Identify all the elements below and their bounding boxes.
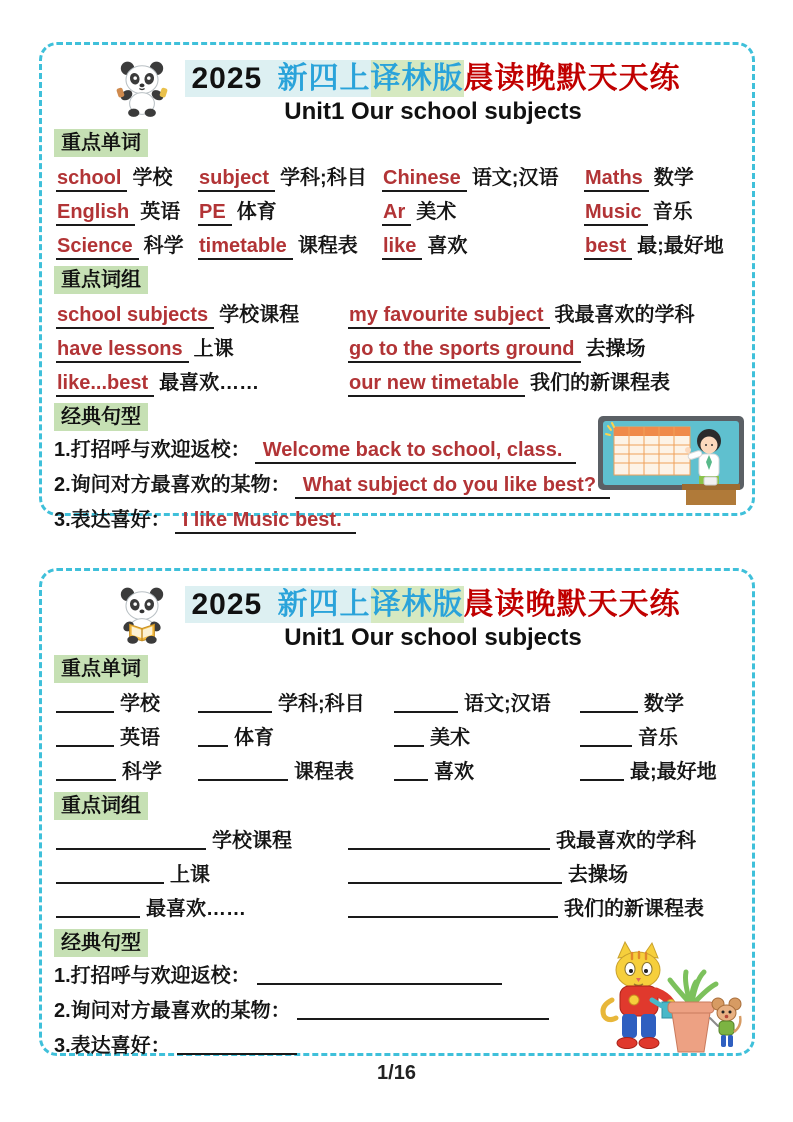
word-chinese: 科学 [143, 235, 184, 257]
word-item [56, 229, 198, 263]
sentence-prompt: 1.打招呼与欢迎返校： [54, 439, 251, 461]
word-chinese: 学科;科目 [278, 693, 365, 715]
phrase-chinese: 上课 [170, 864, 210, 886]
word-chinese: 科学 [122, 761, 162, 783]
answer-blank [56, 900, 140, 918]
phrase-chinese: 我最喜欢的学科 [554, 304, 695, 326]
section-label-words: 重点单词 [54, 655, 148, 683]
answer-blank [198, 729, 228, 747]
answer-blank [580, 695, 638, 713]
word-item-blank [580, 687, 738, 721]
word-chinese: 学校 [120, 693, 160, 715]
word-item-blank [394, 721, 580, 755]
answer-blank [394, 729, 424, 747]
phrase-english: my favourite subject [348, 304, 550, 329]
word-item [584, 161, 738, 195]
word-english: Ar [382, 201, 411, 226]
word-item-blank [580, 721, 738, 755]
word-item-blank [56, 755, 198, 789]
answer-blank [348, 832, 550, 850]
word-item [382, 195, 584, 229]
panel-header [54, 51, 738, 126]
word-chinese: 语文;汉语 [464, 693, 551, 715]
title-block [185, 579, 680, 652]
title-publisher: 译林版 [370, 588, 464, 621]
title-edition: 新四上 [277, 62, 371, 95]
word-chinese: 学校 [132, 167, 173, 189]
panda-holding-pencils-icon [111, 57, 173, 124]
sentence-prompt: 2.询问对方最喜欢的某物： [54, 474, 291, 496]
answer-blank [177, 1037, 297, 1055]
word-chinese: 英语 [140, 201, 181, 223]
section-label-sentences: 经典句型 [54, 929, 148, 957]
word-item [198, 229, 382, 263]
word-chinese: 语文;汉语 [471, 167, 559, 189]
answer-blank [56, 763, 116, 781]
word-chinese: 喜欢 [434, 761, 474, 783]
title-year: 2025 [185, 60, 262, 97]
word-grid-answered [56, 161, 738, 263]
page-number: 1/16 [377, 1062, 416, 1084]
phrase-english: have lessons [56, 338, 189, 363]
word-item [56, 195, 198, 229]
section-label-words: 重点单词 [54, 129, 148, 157]
answer-blank [348, 900, 558, 918]
section-label-phrases: 重点词组 [54, 266, 148, 294]
phrase-chinese: 学校课程 [212, 830, 292, 852]
word-chinese: 最;最好地 [637, 235, 724, 257]
panel-header [54, 577, 738, 652]
phrase-english: like...best [56, 372, 154, 397]
answer-blank [297, 1002, 549, 1020]
phrase-item-blank [56, 824, 348, 858]
phrase-chinese: 最喜欢…… [146, 898, 246, 920]
word-item [198, 195, 382, 229]
answer-blank [394, 695, 458, 713]
word-english: like [382, 235, 422, 260]
word-english: Chinese [382, 167, 467, 192]
phrase-chinese: 最喜欢…… [159, 372, 260, 394]
phrase-chinese: 去操场 [585, 338, 646, 360]
cat-watering-plant-with-mouse-illustration [592, 940, 742, 1063]
phrase-chinese: 上课 [193, 338, 234, 360]
word-chinese: 喜欢 [427, 235, 468, 257]
word-item [198, 161, 382, 195]
word-chinese: 体育 [236, 201, 277, 223]
word-item-blank [394, 755, 580, 789]
phrase-item [348, 298, 738, 332]
answer-blank [580, 729, 632, 747]
unit-title: Unit1 Our school subjects [284, 98, 582, 125]
answer-blank [198, 763, 288, 781]
phrase-item [56, 366, 348, 400]
word-english: subject [198, 167, 275, 192]
word-chinese: 最;最好地 [630, 761, 717, 783]
word-chinese: 美术 [430, 727, 470, 749]
answer-blank [56, 866, 164, 884]
word-english: school [56, 167, 127, 192]
title-publisher: 译林版 [370, 62, 464, 95]
phrase-item [348, 366, 738, 400]
word-item-blank [56, 687, 198, 721]
word-chinese: 音乐 [652, 201, 693, 223]
phrase-grid-answered [56, 298, 738, 400]
unit-title: Unit1 Our school subjects [284, 624, 582, 651]
panda-reading-book-icon [111, 583, 173, 650]
title-edition: 新四上 [277, 588, 371, 621]
word-chinese: 英语 [120, 727, 160, 749]
panel-answered [39, 42, 755, 531]
title-series: 晨读晚默天天练 [463, 588, 681, 621]
word-item [382, 229, 584, 263]
answer-blank [394, 763, 428, 781]
word-chinese: 音乐 [638, 727, 678, 749]
word-english: PE [198, 201, 232, 226]
answer-blank [198, 695, 272, 713]
word-grid-blank [56, 687, 738, 789]
teacher-pointing-at-timetable-illustration [596, 414, 746, 511]
phrase-item [56, 298, 348, 332]
phrase-item [56, 332, 348, 366]
word-chinese: 学科;科目 [280, 167, 367, 189]
word-english: Maths [584, 167, 649, 192]
word-english: Science [56, 235, 139, 260]
word-chinese: 美术 [416, 201, 457, 223]
answer-blank [257, 967, 502, 985]
word-item [56, 161, 198, 195]
word-chinese: 课程表 [297, 235, 358, 257]
title-series: 晨读晚默天天练 [463, 62, 681, 95]
title-space [262, 586, 277, 623]
section-label-phrases: 重点词组 [54, 792, 148, 820]
sentence-prompt: 1.打招呼与欢迎返校： [54, 965, 251, 987]
title-space [262, 60, 277, 97]
word-item [584, 195, 738, 229]
word-item-blank [198, 687, 394, 721]
phrase-item-blank [348, 892, 738, 926]
sentence-prompt: 2.询问对方最喜欢的某物： [54, 1000, 291, 1022]
series-title [185, 579, 680, 623]
answer-blank [348, 866, 562, 884]
word-item-blank [198, 755, 394, 789]
word-english: English [56, 201, 135, 226]
phrase-english: our new timetable [348, 372, 525, 397]
sentence-answer: Welcome back to school, class. [255, 439, 577, 464]
phrase-item-blank [56, 858, 348, 892]
phrase-item [348, 332, 738, 366]
title-year: 2025 [185, 586, 262, 623]
answer-blank [56, 695, 114, 713]
panel-blank [39, 568, 755, 1056]
word-english: Music [584, 201, 648, 226]
sentence-answer: I like Music best. [175, 509, 356, 534]
series-title [185, 53, 680, 97]
word-item-blank [580, 755, 738, 789]
word-item [382, 161, 584, 195]
word-item-blank [198, 721, 394, 755]
word-chinese: 数学 [653, 167, 694, 189]
sentence-answer: What subject do you like best? [295, 474, 610, 499]
phrase-item-blank [56, 892, 348, 926]
word-english: timetable [198, 235, 293, 260]
word-item-blank [394, 687, 580, 721]
word-item-blank [56, 721, 198, 755]
answer-blank [56, 729, 114, 747]
phrase-english: go to the sports ground [348, 338, 581, 363]
sentence-prompt: 3.表达喜好： [54, 1035, 171, 1057]
phrase-item-blank [348, 824, 738, 858]
word-chinese: 课程表 [294, 761, 354, 783]
phrase-item-blank [348, 858, 738, 892]
answer-blank [580, 763, 624, 781]
word-chinese: 数学 [644, 693, 684, 715]
answer-blank [56, 832, 206, 850]
sentence-prompt: 3.表达喜好： [54, 509, 171, 531]
phrase-chinese: 学校课程 [219, 304, 300, 326]
phrase-english: school subjects [56, 304, 214, 329]
title-block [185, 53, 680, 126]
word-chinese: 体育 [234, 727, 274, 749]
phrase-chinese: 我最喜欢的学科 [556, 830, 696, 852]
phrase-chinese: 我们的新课程表 [530, 372, 671, 394]
phrase-grid-blank [56, 824, 738, 926]
phrase-chinese: 去操场 [568, 864, 628, 886]
section-label-sentences: 经典句型 [54, 403, 148, 431]
word-english: best [584, 235, 632, 260]
phrase-chinese: 我们的新课程表 [564, 898, 704, 920]
word-item [584, 229, 738, 263]
